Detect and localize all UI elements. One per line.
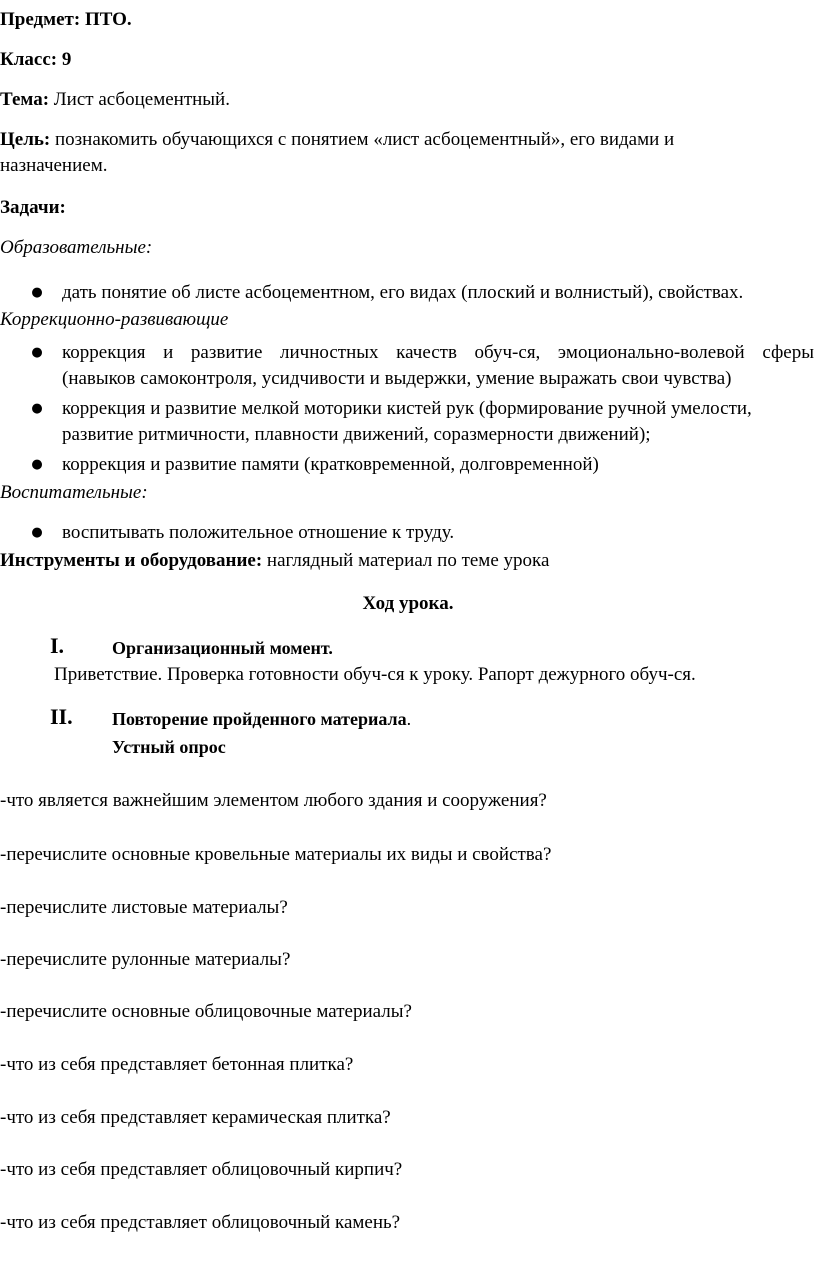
- question-item: -перечислите основные облицовочные материалы?: [0, 1001, 412, 1022]
- list-item-text-line1: коррекция и развитие личностных качеств обуч-ся, эмоционально-волевой сферы: [62, 342, 814, 363]
- tools-line: [0, 549, 549, 573]
- section-heading-line: [112, 707, 411, 731]
- section-heading: Организационный момент.: [112, 638, 333, 658]
- subject-line: [0, 8, 132, 32]
- section-heading-tail: .: [406, 709, 412, 729]
- question-item: -перечислите рулонные материалы?: [0, 949, 291, 970]
- bullet-icon: ●: [31, 285, 43, 300]
- question-item: -что является важнейшим элементом любого здания и сооружения?: [0, 790, 547, 811]
- section-subheading: Устный опрос: [112, 737, 226, 757]
- class-line: [0, 48, 71, 72]
- section-numeral: I.: [50, 633, 65, 658]
- list-item-text: воспитывать положительное отношение к труду.: [62, 522, 455, 543]
- bullet-icon: ●: [31, 345, 43, 360]
- class-value: 9: [61, 49, 72, 70]
- question-item: -перечислите листовые материалы?: [0, 897, 288, 918]
- list-item-text-line2: развитие ритмичности, плавности движений, соразмерности движений);: [62, 424, 651, 445]
- list-item-text-line1: коррекция и развитие мелкой моторики кистей рук (формирование ручной умелости,: [62, 398, 752, 419]
- subject-value: ПТО.: [84, 9, 132, 30]
- goal-text-line2: назначением.: [0, 155, 108, 176]
- question-item: -что из себя представляет керамическая плитка?: [0, 1107, 391, 1128]
- tasks-title: Задачи:: [0, 197, 66, 218]
- bullet-icon: ●: [31, 457, 43, 472]
- list-item-text: дать понятие об листе асбоцементном, его видах (плоский и волнистый), свойствах.: [62, 282, 744, 303]
- list-item-text-line1: коррекция и развитие памяти (кратковременной, долговременной): [62, 454, 599, 475]
- lesson-title: Ход урока.: [362, 593, 454, 614]
- correctional-title: Коррекционно-развивающие: [0, 309, 229, 330]
- question-item: -что из себя представляет облицовочный камень?: [0, 1212, 401, 1233]
- section-numeral: II.: [50, 704, 73, 729]
- bullet-icon: ●: [31, 525, 43, 540]
- subject-label: Предмет:: [0, 9, 81, 30]
- topic-line: [0, 88, 230, 112]
- upbringing-title: Воспитательные:: [0, 482, 148, 503]
- bullet-icon: ●: [31, 401, 43, 416]
- topic-label: Тема:: [0, 89, 50, 110]
- question-item: -перечислите основные кровельные материалы их виды и свойства?: [0, 844, 552, 865]
- tools-label: Инструменты и оборудование:: [0, 550, 263, 571]
- section-heading: Повторение пройденного материала: [112, 709, 407, 729]
- tools-value: наглядный материал по теме урока: [266, 550, 550, 571]
- class-label: Класс:: [0, 49, 58, 70]
- section-text: Приветствие. Проверка готовности обуч-ся к уроку. Рапорт дежурного обуч-ся.: [54, 664, 696, 685]
- question-item: -что из себя представляет облицовочный кирпич?: [0, 1159, 403, 1180]
- list-item-text-line2: (навыков самоконтроля, усидчивости и выдержки, умение выражать свои чувства): [62, 368, 732, 389]
- goal-label: Цель:: [0, 129, 51, 150]
- topic-value: Лист асбоцементный.: [53, 89, 230, 110]
- educational-title: Образовательные:: [0, 237, 153, 258]
- goal-line: [0, 128, 674, 152]
- question-item: -что из себя представляет бетонная плитка?: [0, 1054, 354, 1075]
- goal-text-line1: познакомить обучающихся с понятием «лист асбоцементный», его видами и: [55, 129, 675, 150]
